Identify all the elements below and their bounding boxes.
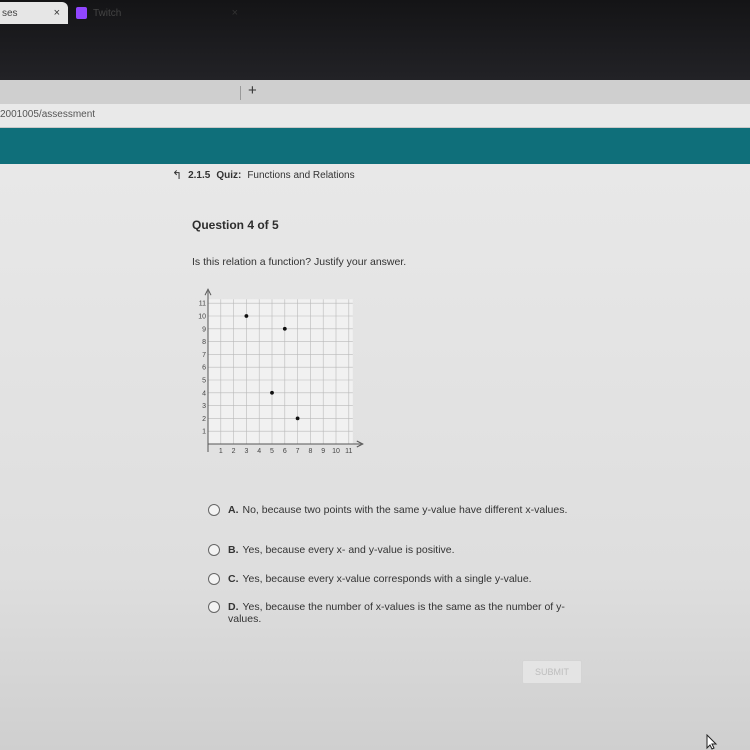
new-tab-button[interactable]: + bbox=[248, 82, 257, 99]
data-point bbox=[283, 327, 287, 331]
data-point bbox=[245, 314, 249, 318]
radio-button[interactable] bbox=[208, 573, 220, 585]
graph-panel bbox=[208, 299, 353, 444]
option-letter: C. bbox=[228, 573, 239, 585]
y-tick-label: 2 bbox=[202, 415, 206, 423]
y-tick-label: 8 bbox=[202, 339, 206, 347]
radio-button[interactable] bbox=[208, 544, 220, 556]
data-point bbox=[270, 391, 274, 395]
breadcrumb bbox=[172, 168, 355, 182]
radio-button[interactable] bbox=[208, 504, 220, 516]
option-text: Yes, because every x-value corresponds with a single y-value. bbox=[242, 573, 532, 585]
y-tick-label: 4 bbox=[202, 390, 206, 398]
submit-button[interactable]: SUBMIT bbox=[522, 660, 582, 684]
x-tick-label: 1 bbox=[218, 448, 223, 455]
option-letter: D. bbox=[228, 601, 239, 613]
tab-twitch[interactable] bbox=[72, 2, 242, 24]
y-tick-label: 1 bbox=[202, 428, 206, 436]
option-text: No, because two points with the same y-value have different x-values. bbox=[242, 504, 568, 516]
y-tick-label: 7 bbox=[202, 351, 206, 359]
tab-courses[interactable] bbox=[0, 2, 68, 24]
header-bar bbox=[0, 128, 750, 164]
quiz-id: 2.1.5 bbox=[188, 169, 211, 181]
option-text: Yes, because every x- and y-value is positive. bbox=[242, 544, 455, 556]
option-d[interactable] bbox=[208, 601, 573, 625]
option-c[interactable] bbox=[208, 573, 573, 585]
tab-label: Twitch bbox=[93, 7, 122, 19]
y-tick-label: 9 bbox=[202, 326, 206, 334]
data-point bbox=[296, 417, 300, 421]
x-tick-label: 7 bbox=[295, 448, 300, 455]
radio-button[interactable] bbox=[208, 601, 220, 613]
x-tick-label: 6 bbox=[282, 448, 287, 455]
option-text: Yes, because the number of x-values is the same as the number of y-values. bbox=[228, 601, 565, 625]
question-prompt: Is this relation a function? Justify your answer. bbox=[192, 256, 407, 268]
y-tick-label: 10 bbox=[198, 313, 206, 321]
y-tick-label: 3 bbox=[202, 403, 206, 411]
tab-label: ses bbox=[2, 7, 18, 19]
option-letter: A. bbox=[228, 504, 239, 516]
close-tab-icon[interactable]: × bbox=[53, 7, 60, 19]
option-a[interactable] bbox=[208, 504, 573, 516]
quiz-label: Quiz: bbox=[216, 169, 242, 181]
address-bar[interactable] bbox=[0, 104, 750, 128]
x-tick-label: 3 bbox=[244, 448, 249, 455]
x-tick-label: 5 bbox=[270, 448, 274, 455]
x-tick-label: 2 bbox=[231, 448, 236, 455]
question-header: Question 4 of 5 bbox=[192, 218, 279, 232]
x-tick-label: 10 bbox=[332, 448, 340, 455]
option-letter: B. bbox=[228, 544, 239, 556]
mouse-cursor-icon bbox=[706, 734, 718, 750]
coordinate-graph bbox=[190, 286, 374, 458]
close-tab-icon[interactable]: × bbox=[231, 7, 238, 19]
back-arrow-icon[interactable]: ↰ bbox=[172, 168, 183, 182]
x-tick-label: 8 bbox=[308, 448, 313, 455]
quiz-title: Functions and Relations bbox=[247, 169, 355, 181]
y-tick-label: 6 bbox=[202, 364, 206, 372]
x-tick-label: 11 bbox=[345, 448, 353, 455]
tab-separator bbox=[240, 86, 241, 100]
browser-tab-bar bbox=[0, 80, 750, 104]
x-tick-label: 9 bbox=[321, 448, 326, 455]
twitch-icon bbox=[76, 7, 87, 19]
x-tick-label: 4 bbox=[257, 448, 262, 455]
y-tick-label: 11 bbox=[198, 300, 206, 308]
y-tick-label: 5 bbox=[202, 377, 206, 385]
url-text: 2001005/assessment bbox=[0, 109, 96, 120]
option-b[interactable] bbox=[208, 544, 573, 556]
quiz-page bbox=[0, 164, 750, 750]
